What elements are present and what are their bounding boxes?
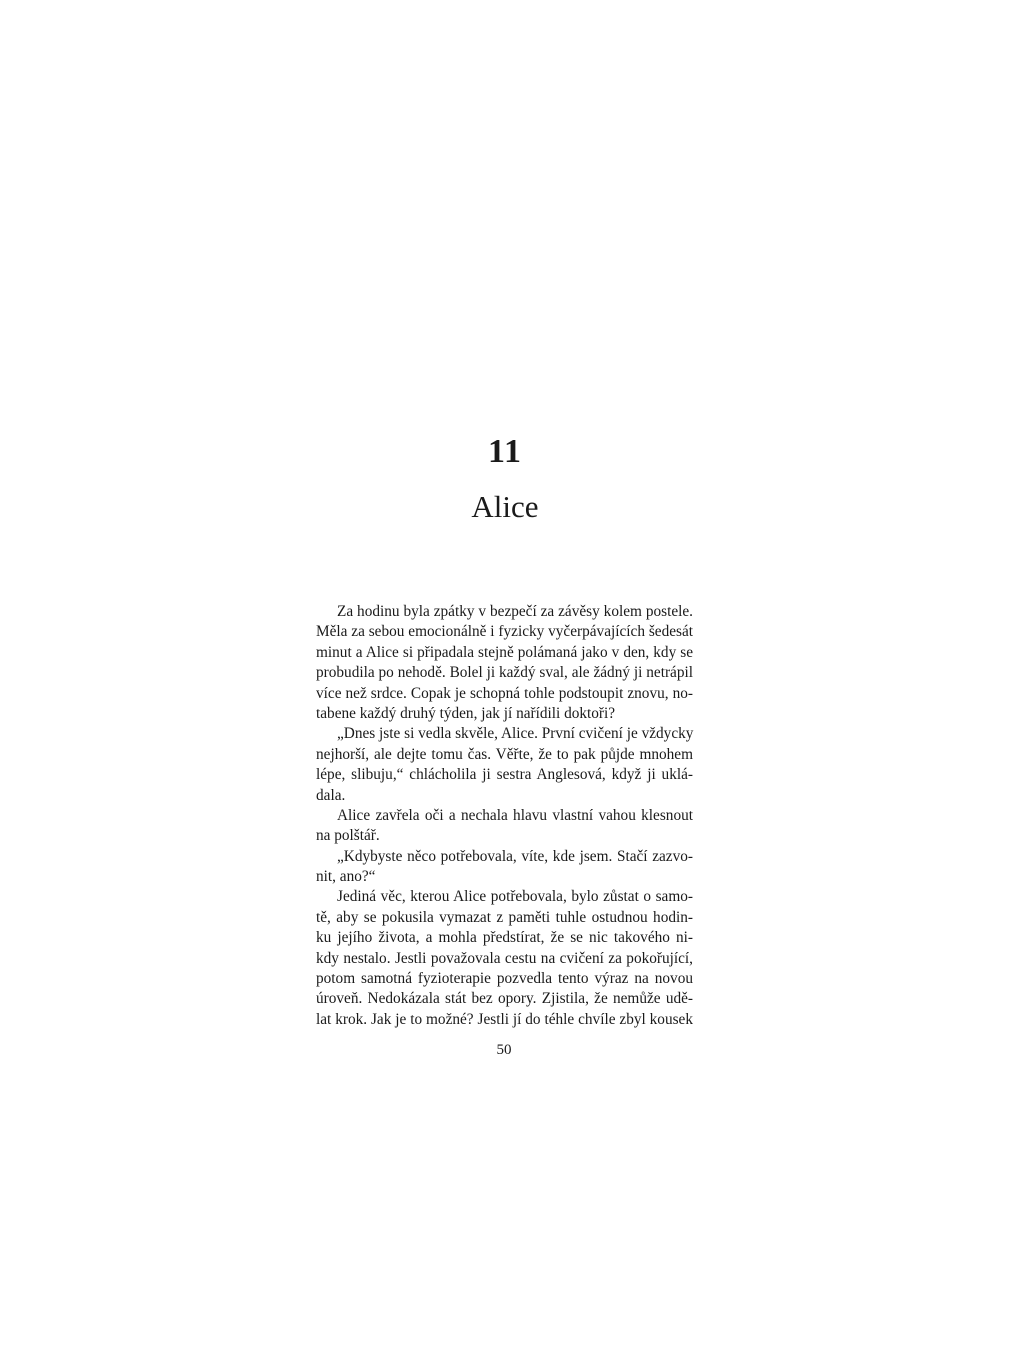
text-line: kdy nestalo. Jestli považovala cestu na cvičení za pokořující, [316, 949, 693, 967]
text-line: dala. [316, 786, 346, 804]
text-line: Za hodinu byla zpátky v bezpečí za závěsy kolem postele. [337, 603, 693, 620]
text-line: ku jejího života, a mohla předstírat, že se nic takového ni- [316, 929, 693, 947]
text-line: Alice zavřela oči a nechala hlavu vlastní vahou klesnout [337, 806, 693, 824]
text-line: „Dnes jste si vedla skvěle, Alice. První cvičení je vždycky [337, 725, 694, 743]
text-line: úroveň. Nedokázala stát bez opory. Zjistila, že nemůže udě- [316, 990, 693, 1008]
text-line: „Kdybyste něco potřebovala, víte, kde jsem. Stačí zazvo- [337, 847, 693, 865]
text-line: více než srdce. Copak je schopná tohle podstoupit znovu, no- [316, 684, 693, 702]
text-line: lat krok. Jak je to možné? Jestli jí do téhle chvíle zbyl kousek [316, 1010, 693, 1028]
text-line: lépe, slibuju,“ chlácholila ji sestra Anglesová, když ji uklá- [316, 766, 693, 784]
text-line: tě, aby se pokusila vymazat z paměti tuhle ostudnou hodin- [316, 908, 693, 926]
text-line: potom samotná fyzioterapie pozvedla tento výraz na novou [316, 970, 693, 988]
text-line: tabene každý druhý týden, jak jí nařídili doktoři? [316, 704, 616, 722]
text-line: probudila po nehodě. Bolel ji každý sval, ale žádný ji netrápil [316, 664, 693, 682]
text-line: na polštář. [316, 827, 380, 845]
chapter-title: Alice [471, 489, 539, 524]
chapter-body [316, 602, 693, 1030]
text-line: minut a Alice si připadala stejně polámaná jako v den, kdy se [316, 643, 693, 661]
text-line: nit, ano?“ [316, 868, 376, 886]
page-number: 50 [496, 1042, 512, 1058]
text-line: nejhorší, ale dejte tomu čas. Věřte, že to pak půjde mnohem [316, 745, 693, 763]
text-line: Jediná věc, kterou Alice potřebovala, bylo zůstat o samo- [337, 888, 693, 906]
chapter-number: 11 [487, 433, 523, 470]
text-line: Měla za sebou emocionálně i fyzicky vyčerpávajících šedesát [316, 623, 693, 641]
